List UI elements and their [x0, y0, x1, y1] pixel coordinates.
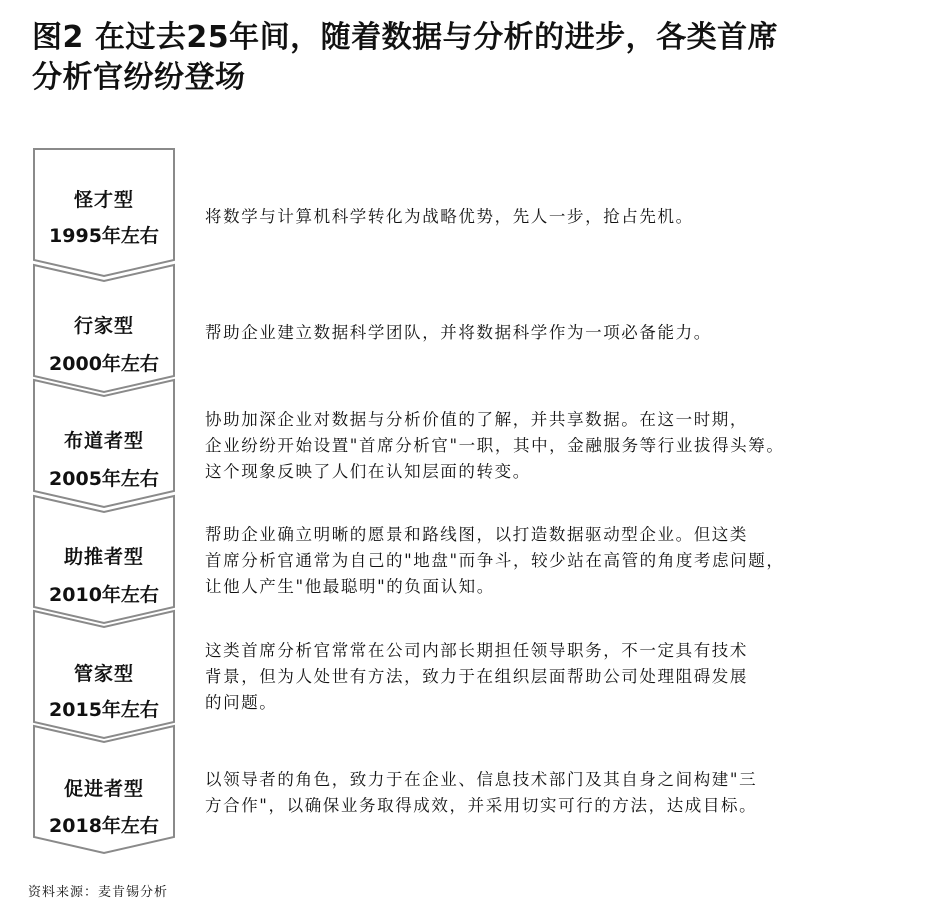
- stage-year: 2018年左右: [49, 815, 159, 837]
- stage-type: 行家型: [73, 315, 134, 337]
- figure-title: 图2 在过去25年间，随着数据与分析的进步，各类首席 分析官纷纷登场: [32, 20, 779, 95]
- source-note: 资料来源：麦肯锡分析: [28, 885, 169, 900]
- timeline-stage: [0, 495, 929, 625]
- timeline-stage: [0, 148, 929, 278]
- stage-year: 2015年左右: [49, 699, 159, 721]
- stage-type: 助推者型: [63, 546, 144, 568]
- stage-type: 布道者型: [63, 430, 144, 452]
- stage-type: 促进者型: [63, 778, 144, 800]
- timeline-stage: [0, 725, 929, 855]
- stage-year: 2010年左右: [49, 584, 159, 606]
- stage-year: 2000年左右: [49, 353, 159, 375]
- stage-description: 帮助企业确立明晰的愿景和路线图，以打造数据驱动型企业。但这类 首席分析官通常为自己的"地盘"而争斗，较少站在高管的角度考虑问题， 让他人产生"他最聪明"的负面认知。: [205, 525, 785, 596]
- stage-type: 管家型: [73, 663, 134, 685]
- stage-description: 协助加深企业对数据与分析价值的了解，并共享数据。在这一时期， 企业纷纷开始设置"首席分析官"一职，其中，金融服务等行业拔得头筹。 这个现象反映了人们在认知层面的转变。: [205, 410, 785, 481]
- stage-description: 以领导者的角色，致力于在企业、信息技术部门及其自身之间构建"三 方合作"，以确保业务取得成效，并采用切实可行的方法，达成目标。: [205, 770, 758, 815]
- stage-year: 1995年左右: [49, 225, 159, 247]
- chevron-shape: [33, 148, 175, 278]
- timeline-stage: [0, 610, 929, 740]
- stage-description: 帮助企业建立数据科学团队，并将数据科学作为一项必备能力。: [205, 323, 712, 342]
- stage-type: 怪才型: [73, 189, 134, 211]
- timeline-stage: [0, 379, 929, 509]
- stage-year: 2005年左右: [49, 468, 159, 490]
- timeline-stage: [0, 264, 929, 394]
- stage-description: 这类首席分析官常常在公司内部长期担任领导职务，不一定具有技术 背景，但为人处世有方法，致力于在组织层面帮助公司处理阻碍发展 的问题。: [205, 641, 748, 712]
- stage-description: 将数学与计算机科学转化为战略优势，先人一步，抢占先机。: [205, 207, 694, 226]
